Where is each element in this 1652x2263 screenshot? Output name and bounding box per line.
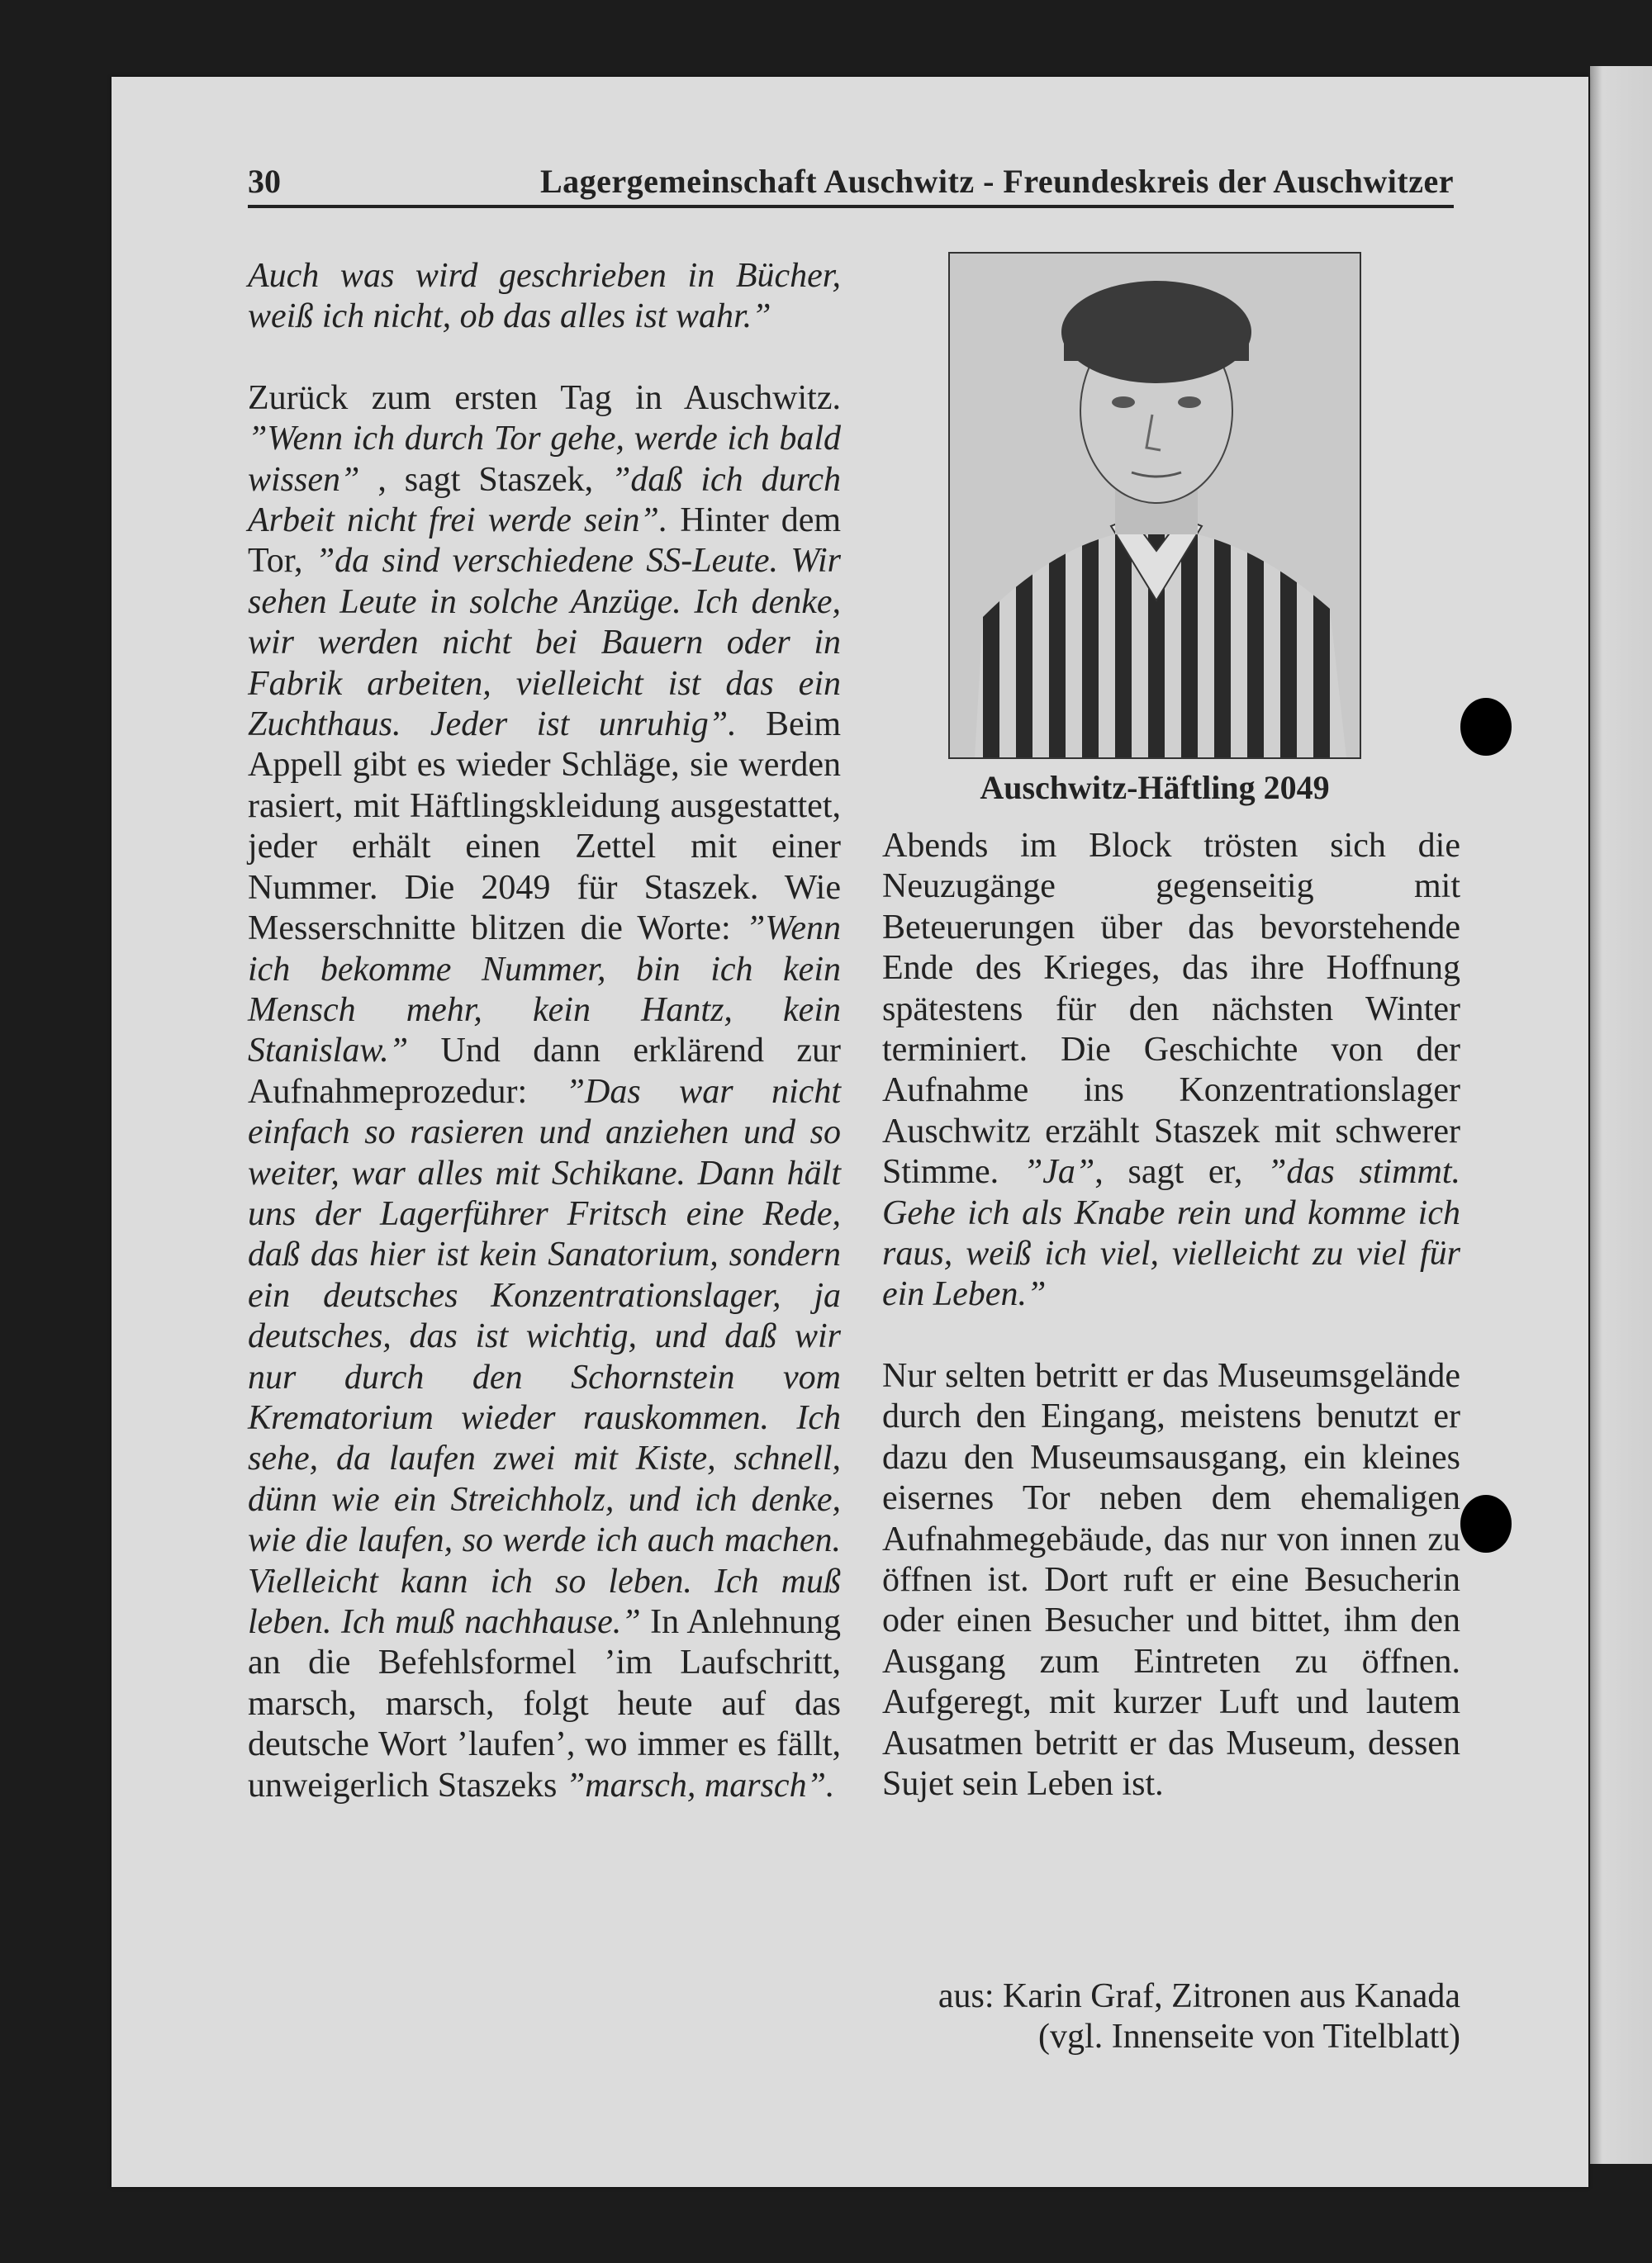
running-title: Lagergemeinschaft Auschwitz - Freundeskreis der Auschwitzer <box>539 163 1454 200</box>
photo-caption: Auschwitz-Häftling 2049 <box>980 769 1330 806</box>
body-text: Und dann erklärend zur Aufnahmeprozedur: <box>248 1032 841 1111</box>
quote-text: ”das stimmt. Gehe ich als Knabe rein und komme ich raus, weiß ich viel, vielleicht zu viel für ein Leben.” <box>882 1153 1460 1314</box>
left-column <box>248 256 841 1806</box>
body-text: In Anlehnung an die Befehlsformel ’im Laufschritt, marsch, marsch, folgt heute auf das deutsche Wort ’laufen’, wo immer es fällt, unweigerlich Staszeks <box>248 1603 842 1805</box>
body-text: Zurück zum ersten Tag in Auschwitz. <box>248 378 841 417</box>
left-paragraph-1 <box>248 256 841 338</box>
quote-text: ”Wenn ich durch Tor gehe, werde ich bald wissen” <box>248 420 841 499</box>
paragraph-gap <box>882 1316 1460 1356</box>
quote-text: ”Wenn ich bekomme Nummer, bin ich kein Mensch mehr, kein Hantz, kein Stanislaw.” <box>248 909 841 1070</box>
body-text: Beim Appell gibt es wieder Schläge, sie werden rasiert, mit Häftlingskleidung ausgestattet, jeder erhält einen Zettel mit einer Nummer. Die 2049 für Staszek. Wie Messerschnitte blitzen die Worte: <box>248 705 842 948</box>
punch-hole-top <box>1460 698 1512 756</box>
source-citation: aus: Karin Graf, Zitronen aus Kanada (vgl. Innenseite von Titelblatt) <box>938 1977 1460 2057</box>
right-column <box>882 826 1460 1805</box>
right-paragraph-1 <box>882 826 1460 1316</box>
prisoner-photo <box>948 252 1361 759</box>
paragraph-gap <box>248 338 841 378</box>
punch-hole-bottom <box>1460 1495 1512 1553</box>
quote-text: ”daß ich durch Arbeit nicht frei werde sein”. <box>248 460 841 540</box>
body-text: Hinter dem Tor, <box>248 501 842 581</box>
quote-text: ”Das war nicht einfach so rasieren und anziehen und so weiter, war alles mit Schikane. Dann hält uns der Lagerführer Fritsch eine Rede, daß das hier ist kein Sanatorium, sondern ein deutsches Konzentrationslager, ja deutsches, das ist wichtig, und daß wir nur durch den Schornstein vom Krematorium wieder rauskommen. Ich sehe, da laufen zwei mit Kiste, schnell, dünn wie ein Streichholz, und ich denke, wie die laufen, so werde ich auch machen. Vielleicht kann ich so leben. Ich muß leben. Ich muß nachhause.” <box>248 1072 841 1641</box>
body-text: , sagt Staszek, <box>377 460 612 499</box>
quote-text: ”da sind verschiedene SS-Leute. Wir sehen Leute in solche Anzüge. Ich denke, wir werden nicht bei Bauern oder in Fabrik arbeiten, vielleicht ist das ein Zuchthaus. Jeder ist unruhig”. <box>248 542 841 744</box>
body-text: , sagt er, <box>1094 1153 1268 1192</box>
adjacent-page-edge <box>1590 66 1652 2164</box>
quote-text: ”Ja” <box>1023 1153 1095 1192</box>
page-number: 30 <box>248 163 281 200</box>
page-header <box>248 162 1454 208</box>
body-text: Abends im Block trösten sich die Neuzugänge gegenseitig mit Beteuerungen über das bevorstehende Ende des Krieges, das ihre Hoffnung spätestens für den nächsten Winter terminiert. Die Geschichte von der Aufnahme ins Konzentrationslager Auschwitz erzählt Staszek mit schwerer Stimme. <box>882 827 1460 1192</box>
quote-text: ”marsch, marsch”. <box>565 1766 835 1805</box>
portrait-illustration <box>950 254 1360 757</box>
quote-text: Auch was wird geschrieben in Bücher, weiß ich nicht, ob das alles ist wahr.” <box>248 257 841 336</box>
left-paragraph-2 <box>248 378 841 1806</box>
right-paragraph-2: Nur selten betritt er das Museumsgelände durch den Eingang, meistens benutzt er dazu den Museumsausgang, ein kleines eisernes Tor neben dem ehemaligen Aufnahmegebäude, das nur von innen zu öffnen ist. Dort ruft er eine Besucherin oder einen Besucher und bittet, ihm den Ausgang zum Eintreten zu öffnen. Aufgeregt, mit kurzer Luft und lautem Ausatmen betritt er das Museum, dessen Sujet sein Leben ist. <box>882 1356 1460 1803</box>
